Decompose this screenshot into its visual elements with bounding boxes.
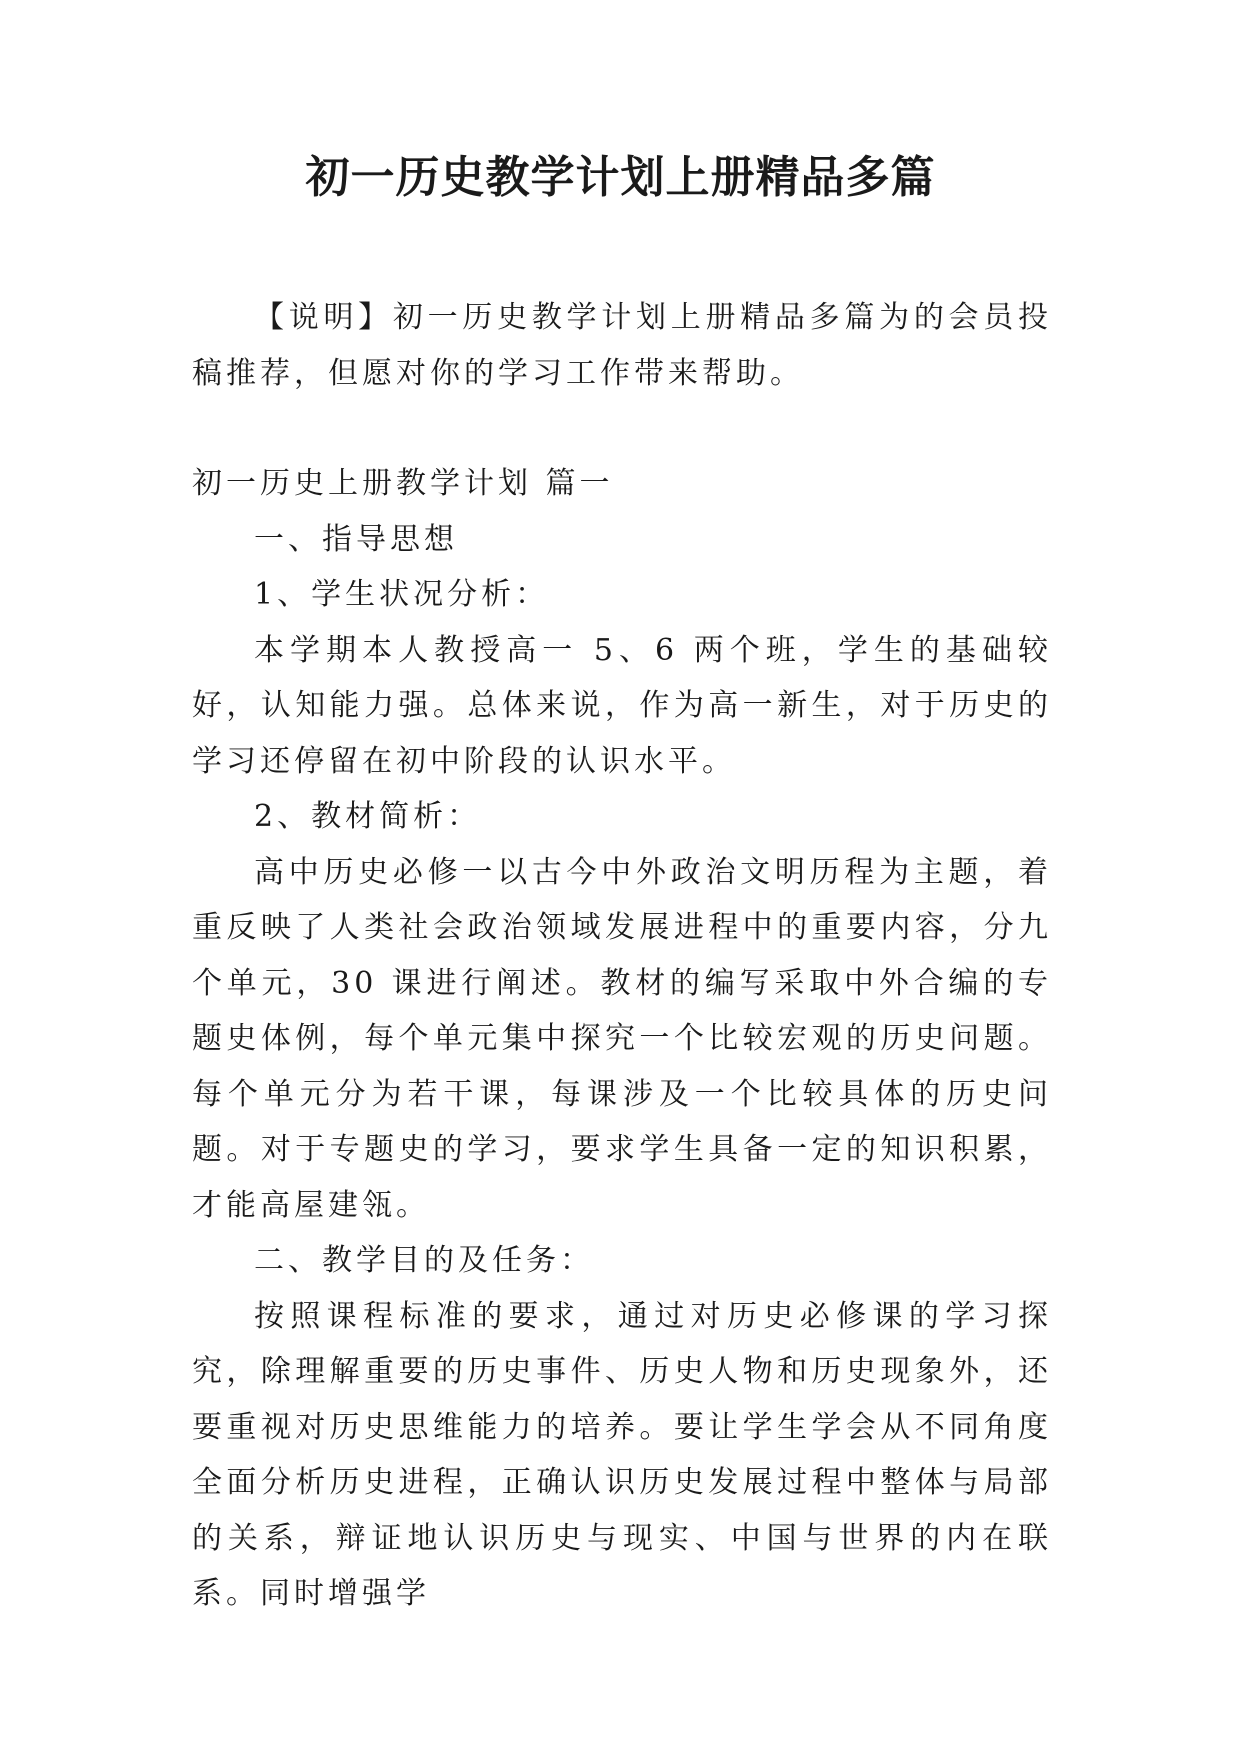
document-body bbox=[192, 290, 1052, 1622]
paragraph: 按照课程标准的要求，通过对历史必修课的学习探究，除理解重要的历史事件、历史人物和历史现象外，还要重视对历史思维能力的培养。要让学生学会从不同角度全面分析历史进程，正确认识历史发展过程中整体与局部的关系，辩证地认识历史与现实、中国与世界的内在联系。同时增强学 bbox=[192, 1298, 1052, 1611]
intro-paragraph: 【说明】初一历史教学计划上册精品多篇为的会员投稿推荐，但愿对你的学习工作带来帮助。 bbox=[192, 300, 1052, 391]
document-title: 初一历史教学计划上册精品多篇 bbox=[305, 152, 936, 203]
paragraph: 一、指导思想 bbox=[254, 521, 458, 557]
paragraph: 1、学生状况分析： bbox=[254, 577, 550, 612]
paragraph: 二、教学目的及任务： bbox=[254, 1243, 594, 1278]
paragraph: 本学期本人教授高一 5、6 两个班，学生的基础较好，认知能力强。总体来说，作为高一新生，对于历史的学习还停留在初中阶段的认识水平。 bbox=[192, 632, 1052, 779]
section-heading: 初一历史上册教学计划 篇一 bbox=[192, 466, 614, 501]
paragraph: 高中历史必修一以古今中外政治文明历程为主题，着重反映了人类社会政治领域发展进程中的重要内容，分九个单元，30 课进行阐述。教材的编写采取中外合编的专题史体例，每个单元集中探究一个比较宏观的历史问题。每个单元分为若干课，每课涉及一个比较具体的历史问题。对于专题史的学习，要求学生具备一定的知识积累，才能高屋建瓴。 bbox=[192, 854, 1052, 1223]
paragraph: 2、教材简析： bbox=[254, 799, 482, 834]
